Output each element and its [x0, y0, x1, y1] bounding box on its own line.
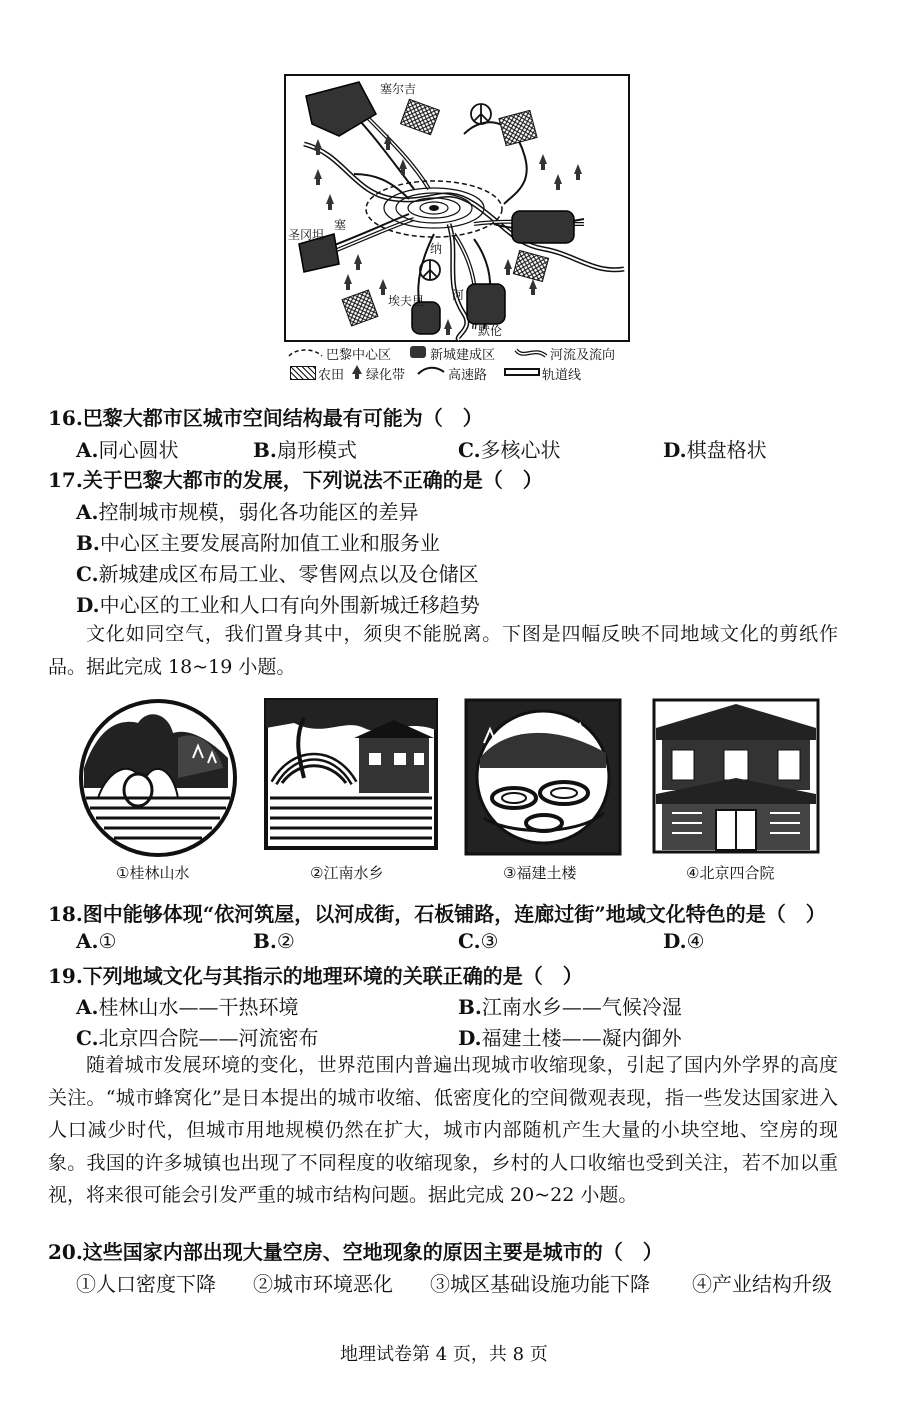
papercut-caption-3: ③福建土楼 — [503, 864, 577, 882]
option-key: B. — [253, 929, 277, 953]
option-key: A. — [76, 929, 99, 953]
legend-highway-label: 高速路 — [448, 368, 488, 383]
q16-option-a[interactable] — [76, 434, 178, 463]
option-key: A. — [76, 500, 99, 524]
option-text: ③ — [480, 929, 499, 953]
legend-railway-symbol — [504, 366, 540, 378]
papercut-caption-4: ④北京四合院 — [686, 864, 775, 882]
option-text: 北京四合院——河流密布 — [98, 1026, 319, 1050]
papercut-caption-1: ①桂林山水 — [116, 864, 190, 882]
option-text: 中心区的工业和人口有向外围新城迁移趋势 — [99, 593, 480, 617]
option-key: C. — [458, 438, 481, 462]
label-shenggangtan: 圣冈坦 — [288, 228, 325, 242]
q18-option-c[interactable] — [458, 929, 498, 953]
q19-option-b[interactable] — [458, 991, 682, 1020]
label-aifuli: 埃夫里 — [388, 294, 425, 308]
label-na: 纳 — [430, 242, 443, 256]
option-key: A. — [76, 438, 99, 462]
option-text: 扇形模式 — [276, 438, 357, 462]
label-he: 河 — [452, 288, 465, 302]
legend-newtown-label: 新城建成区 — [430, 348, 496, 363]
legend-river-label: 河流及流向 — [550, 348, 616, 363]
q18-option-a[interactable] — [76, 929, 116, 953]
papercut-caption-2: ②江南水乡 — [310, 864, 384, 882]
papercut-siheyuan-image — [652, 698, 820, 854]
option-key: D. — [458, 1026, 482, 1050]
option-text: 福建土楼——凝内御外 — [481, 1026, 682, 1050]
q17-option-b[interactable] — [76, 527, 440, 556]
map-legend — [284, 344, 630, 384]
label-saierji: 塞尔吉 — [380, 82, 417, 96]
q20-stem: 20.这些国家内部出现大量空房、空地现象的原因主要是城市的（ ） — [48, 1240, 663, 1264]
q17-option-c[interactable] — [76, 558, 479, 587]
option-text: ② — [276, 929, 295, 953]
paris-map-figure — [284, 74, 630, 342]
q18-stem: 18.图中能够体现“依河筑屋，以河成街，石板铺路，连廊过街”地域文化特色的是（ ） — [48, 902, 826, 926]
q20-option-2[interactable]: ②城市环境恶化 — [253, 1272, 393, 1296]
q16-stem: 16.巴黎大都市区城市空间结构最有可能为（ ） — [48, 406, 483, 430]
option-key: B. — [253, 438, 277, 462]
q19-option-c[interactable] — [76, 1022, 319, 1051]
q20-option-4[interactable]: ④产业结构升级 — [692, 1272, 832, 1296]
legend-river-symbol — [514, 346, 548, 360]
option-key: D. — [76, 593, 100, 617]
page-footer: 地理试卷第 4 页，共 8 页 — [340, 1344, 548, 1365]
option-key: C. — [76, 1026, 99, 1050]
option-key: A. — [76, 995, 99, 1019]
option-key: B. — [76, 531, 100, 555]
legend-farmland-label: 农田 — [318, 368, 345, 383]
option-text: 江南水乡——气候冷湿 — [481, 995, 682, 1019]
intro-20-22: 随着城市发展环境的变化，世界范围内普遍出现城市收缩现象，引起了国内外学界的高度关注。“城市蜂窝化”是日本提出的城市收缩、低密度化的空间微观表现，指一些发达国家进入人口减少时代，但城市用地规模仍然在扩大，城市内部随机产生大量的小块空地、空房的现象。我国的许多城镇也出现了不同程度的收缩现象，乡村的人口收缩也受到关注，若不加以重视，将来很可能会引发严重的城市结构问题。据此完成 20~22 小题。 — [48, 1054, 838, 1206]
q19-option-d[interactable] — [458, 1022, 682, 1051]
option-key: B. — [458, 995, 482, 1019]
q16-option-b[interactable] — [253, 434, 357, 463]
legend-newtown-symbol — [410, 346, 426, 358]
q19-stem: 19.下列地域文化与其指示的地理环境的关联正确的是（ ） — [48, 964, 583, 988]
q17-option-d[interactable] — [76, 589, 480, 618]
legend-center-symbol — [286, 346, 326, 360]
option-text: ① — [98, 929, 117, 953]
option-text: 多核心状 — [480, 438, 561, 462]
option-key: C. — [76, 562, 99, 586]
option-text: ④ — [686, 929, 705, 953]
legend-center-label: 巴黎中心区 — [326, 348, 392, 363]
q17-option-a[interactable] — [76, 496, 418, 525]
option-key: C. — [458, 929, 481, 953]
legend-railway-label: 轨道线 — [542, 368, 582, 383]
option-text: 同心圆状 — [98, 438, 179, 462]
newtown-east — [512, 211, 574, 243]
legend-highway-symbol — [416, 364, 446, 378]
legend-greenbelt-label: 绿化带 — [366, 368, 406, 383]
q18-option-d[interactable] — [663, 929, 705, 953]
intro-18-19: 文化如同空气，我们置身其中，须臾不能脱离。下图是四幅反映不同地域文化的剪纸作品。据此完成 18~19 小题。 — [48, 623, 838, 678]
option-key: D. — [663, 438, 687, 462]
option-text: 桂林山水——干热环境 — [98, 995, 299, 1019]
q16-option-d[interactable] — [663, 434, 767, 463]
q18-option-b[interactable] — [253, 929, 295, 953]
label-molun: 默伦 — [478, 324, 503, 338]
q17-stem: 17.关于巴黎大都市的发展，下列说法不正确的是（ ） — [48, 468, 543, 492]
option-text: 棋盘格状 — [686, 438, 767, 462]
option-text: 控制城市规模，弱化各功能区的差异 — [98, 500, 419, 524]
papercut-tulou-image — [464, 698, 622, 856]
q19-option-a[interactable] — [76, 991, 298, 1020]
q16-option-c[interactable] — [458, 434, 561, 463]
option-text: 新城建成区布局工业、零售网点以及仓储区 — [98, 562, 479, 586]
papercut-guilin-image — [78, 698, 238, 858]
legend-greenbelt-symbol — [350, 364, 364, 380]
papercut-jiangnan-image — [264, 698, 438, 850]
legend-farmland-symbol — [290, 366, 316, 380]
label-sai: 塞 — [334, 218, 347, 232]
option-text: 中心区主要发展高附加值工业和服务业 — [99, 531, 440, 555]
option-key: D. — [663, 929, 687, 953]
newtown-molun — [467, 284, 505, 324]
q20-option-3[interactable]: ③城区基础设施功能下降 — [430, 1272, 650, 1296]
q20-option-1[interactable]: ①人口密度下降 — [76, 1272, 216, 1296]
